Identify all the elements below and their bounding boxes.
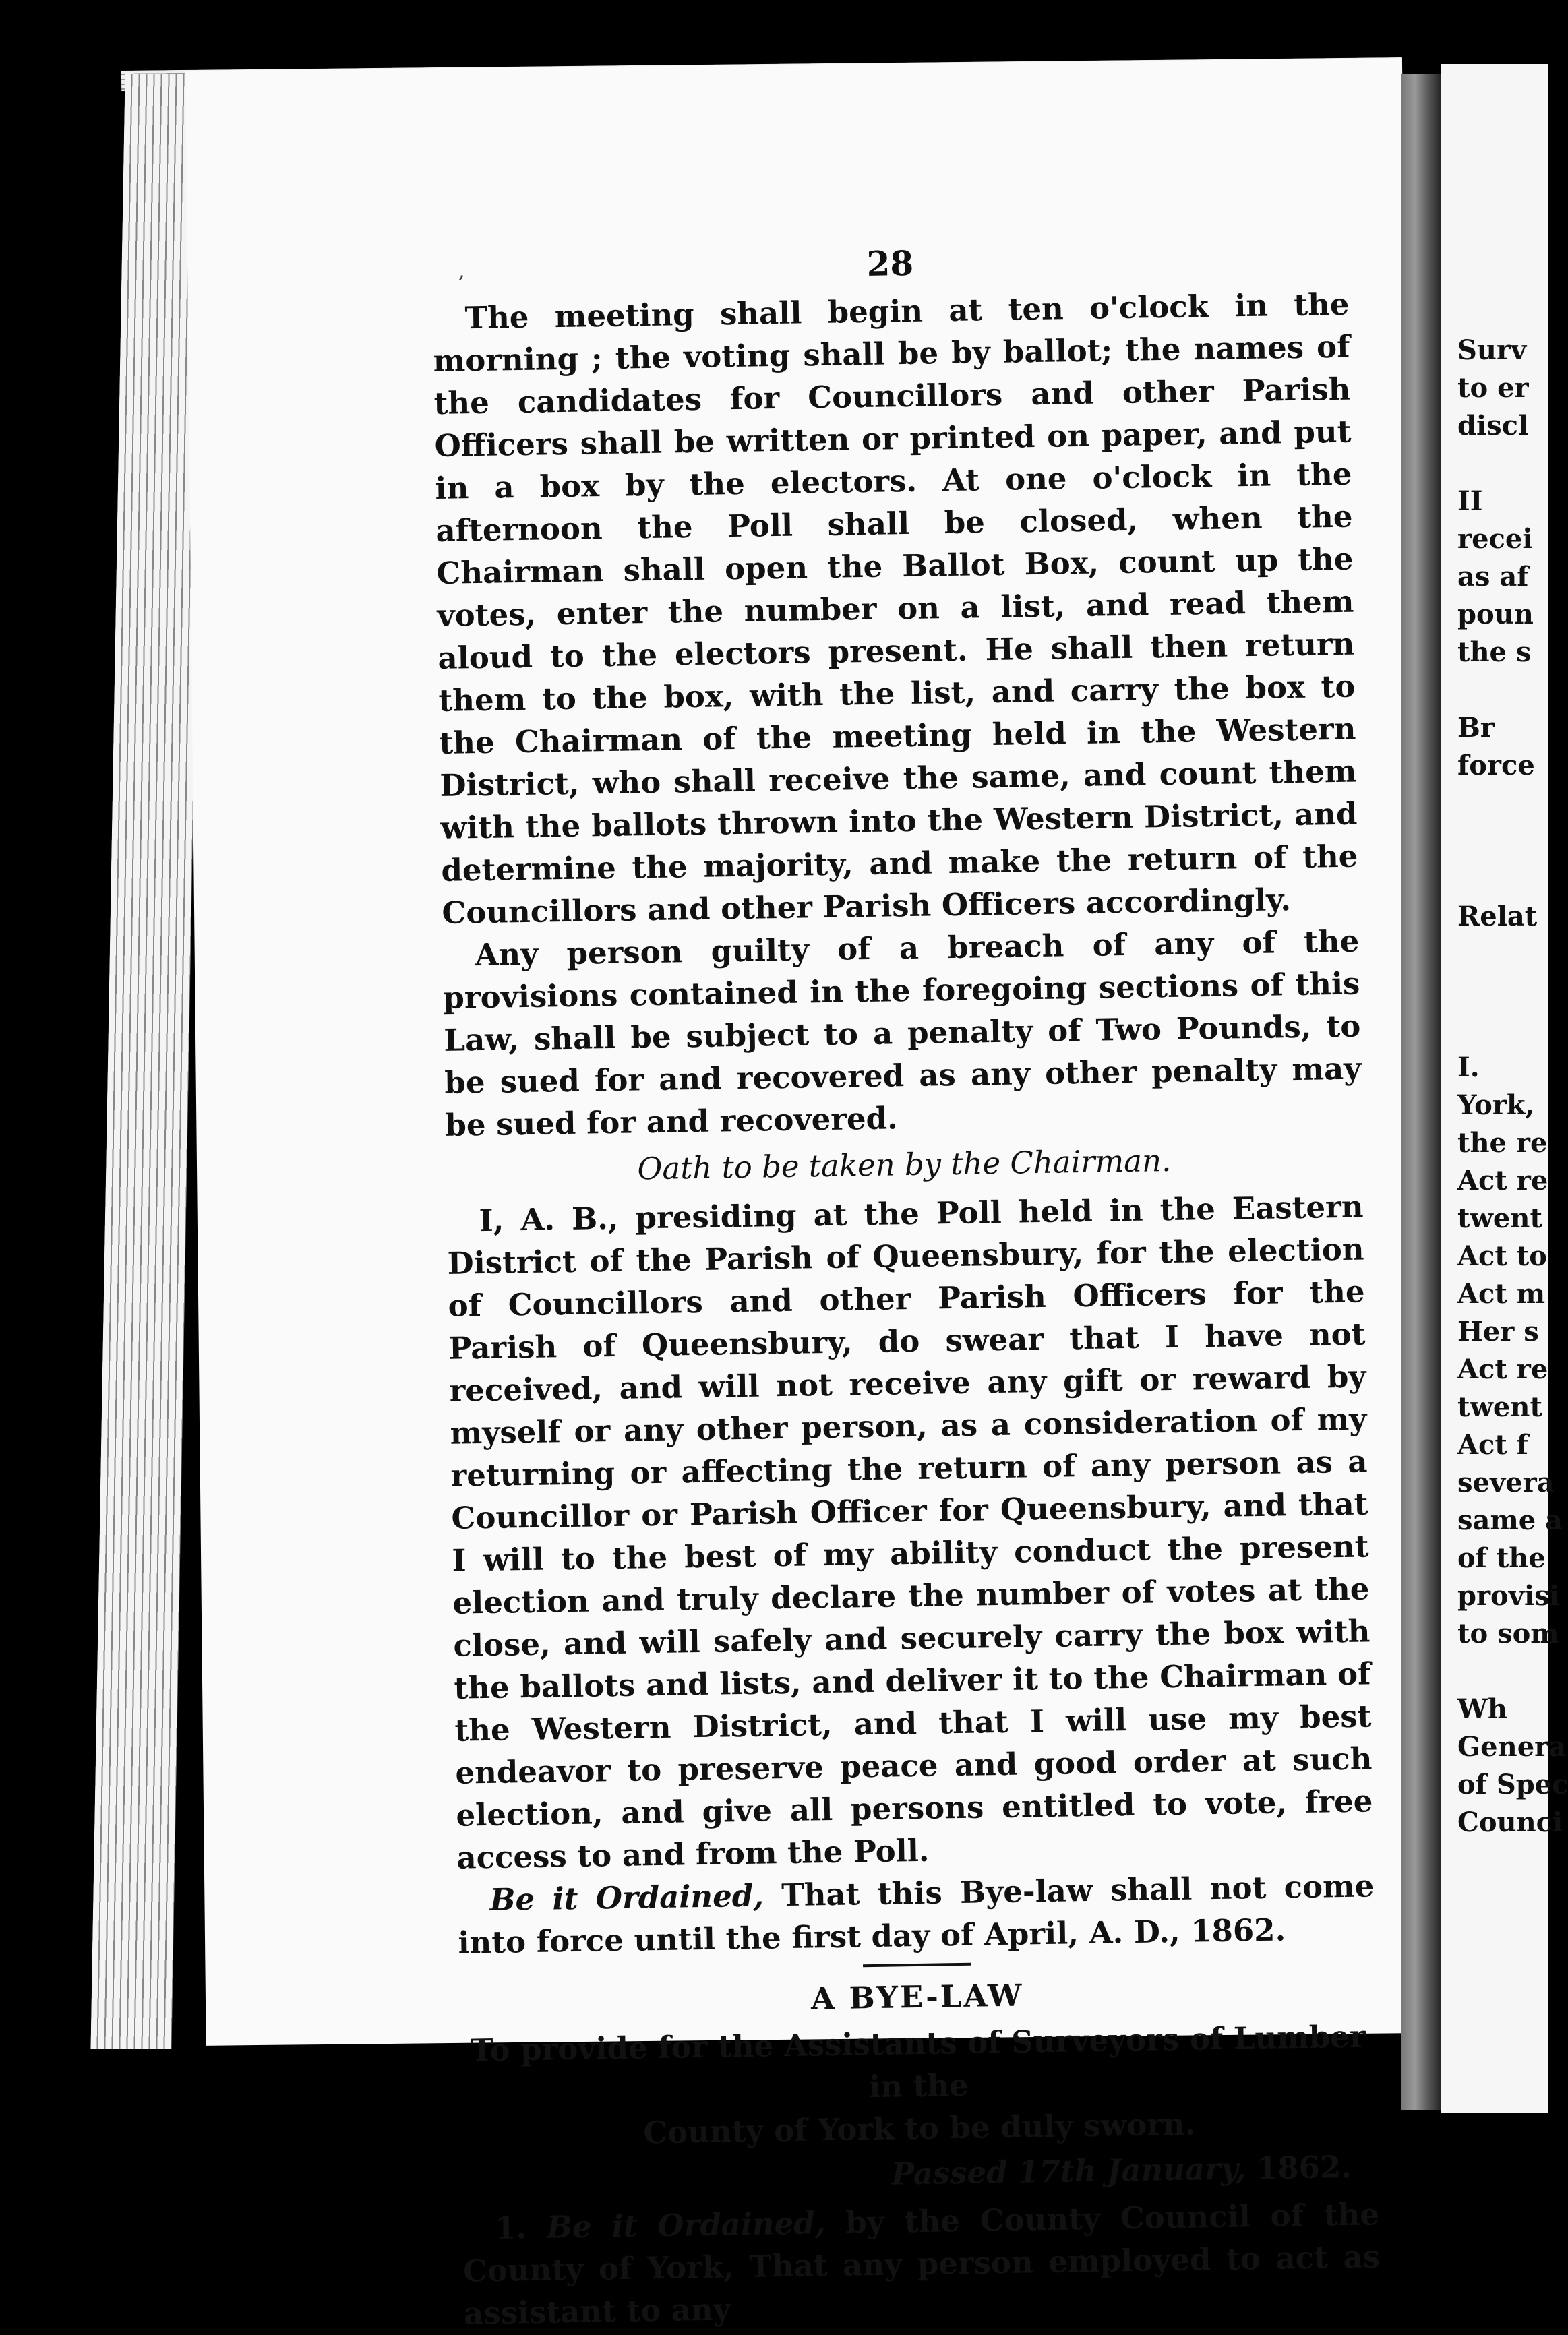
paragraph-ordained [457, 1864, 1375, 1964]
facing-line: Br [1457, 712, 1495, 744]
facing-line: recei [1457, 523, 1533, 555]
passed-year: 1862. [1245, 2148, 1352, 2187]
facing-line: I. [1457, 1052, 1480, 1083]
facing-line: Act f [1457, 1429, 1528, 1461]
facing-line: Relat [1457, 901, 1538, 932]
facing-line: to er [1457, 372, 1529, 404]
paragraph-oath: I, A. B., presiding at the Poll held in the Eastern District of the Parish of Queensbury, for the election of Councillors and other Parish Officers for the Parish of Queensbury, do swear that I have not received, and will not receive any gift or reward by myself or any other person, as a consideration of my returning or affecting the return of any person as a Councillor or Parish Officer for Queensbury, and that I will to the best of my ability conduct the present election and truly declare the number of votes at the close, and will safely and securely carry the box with the ballots and lists, and deliver it to the Chairman of the Western District, and that I will use my best endeavor to preserve peace and good order at such election, and give all persons entitled to vote, free access to and from the Poll. [447, 1188, 1373, 1876]
facing-line: twent [1457, 1203, 1542, 1234]
facing-line: Act re [1457, 1354, 1548, 1385]
bye-law-subtitle-1: To provide for the Assistants of Surveyors of Lumber in the [470, 2018, 1366, 2105]
facing-line: the re [1457, 1127, 1548, 1159]
ordained-lead: Be it Ordained, [489, 1877, 764, 1918]
passed-label: Passed 17th January, [891, 2150, 1246, 2192]
section-1-rest: by the County Council of the County of York, That any person employed to act as assistant to any [462, 2196, 1381, 2332]
section-1 [462, 2193, 1381, 2334]
section-rule [863, 1963, 971, 1968]
facing-line: same a [1457, 1505, 1563, 1536]
facing-line: II [1457, 485, 1483, 517]
facing-line: force [1457, 750, 1535, 781]
facing-line: Counci [1457, 1807, 1563, 1838]
facing-line: the s [1457, 636, 1532, 668]
facing-line: of Spec [1457, 1769, 1568, 1800]
stray-mark: , [458, 260, 465, 283]
facing-line: Wh [1457, 1693, 1508, 1725]
facing-line: Act m [1457, 1278, 1546, 1310]
facing-line: of the [1457, 1542, 1546, 1574]
facing-line: Genera [1457, 1731, 1567, 1763]
ordained-rest: That this Bye-law shall not come into force until the first day of April, A. D., 1862. [458, 1868, 1375, 1961]
text-column [431, 235, 1381, 2335]
page-number: 28 [866, 243, 914, 284]
facing-line: Act re [1457, 1165, 1548, 1196]
facing-line: provisi [1457, 1580, 1560, 1612]
facing-line: poun [1457, 599, 1534, 630]
facing-line: to som [1457, 1618, 1559, 1649]
section-1-number: 1. [494, 2210, 527, 2246]
facing-line: Surv [1457, 334, 1527, 366]
oath-heading: Oath to be taken by the Chairman. [637, 1142, 1172, 1187]
facing-line: as af [1457, 561, 1529, 593]
bye-law-title: A BYE-LAW [810, 1977, 1025, 2017]
section-1-lead: Be it Ordained, [546, 2205, 826, 2245]
paragraph-meeting: The meeting shall begin at ten o'clock in the morning ; the voting shall be by ballot; the names of the candidates for Councillors and other Parish Officers shall be written or printed on paper, and put in a box by the electors. At one o'clock in the afternoon the Poll shall be closed, when the Chairman shall open the Ballot Box, count up the votes, enter the number on a list, and read them aloud to the electors present. He shall then return them to the box, with the list, and carry the box to the Chairman of the meeting held in the Western District, who shall receive the same, and count them with the ballots thrown into the Western District, and determine the majority, and make the return of the Councillors and other Parish Officers accordingly. [433, 286, 1358, 931]
facing-line: twent [1457, 1391, 1542, 1423]
paragraph-penalty: Any person guilty of a breach of any of the provisions contained in the foregoing sections of this Law, shall be subject to a penalty of Two Pounds, to be sued for and recovered as any other penalty may be sued for and recovered. [443, 923, 1362, 1143]
facing-line: Act to [1457, 1240, 1547, 1272]
facing-line: severa [1457, 1467, 1555, 1498]
bye-law-subtitle-2: County of York to be duly sworn. [642, 2106, 1196, 2151]
book-gutter [1401, 74, 1441, 2110]
facing-line: Her s [1457, 1316, 1539, 1347]
facing-line: discl [1457, 410, 1529, 442]
facing-line: York, [1457, 1089, 1535, 1121]
